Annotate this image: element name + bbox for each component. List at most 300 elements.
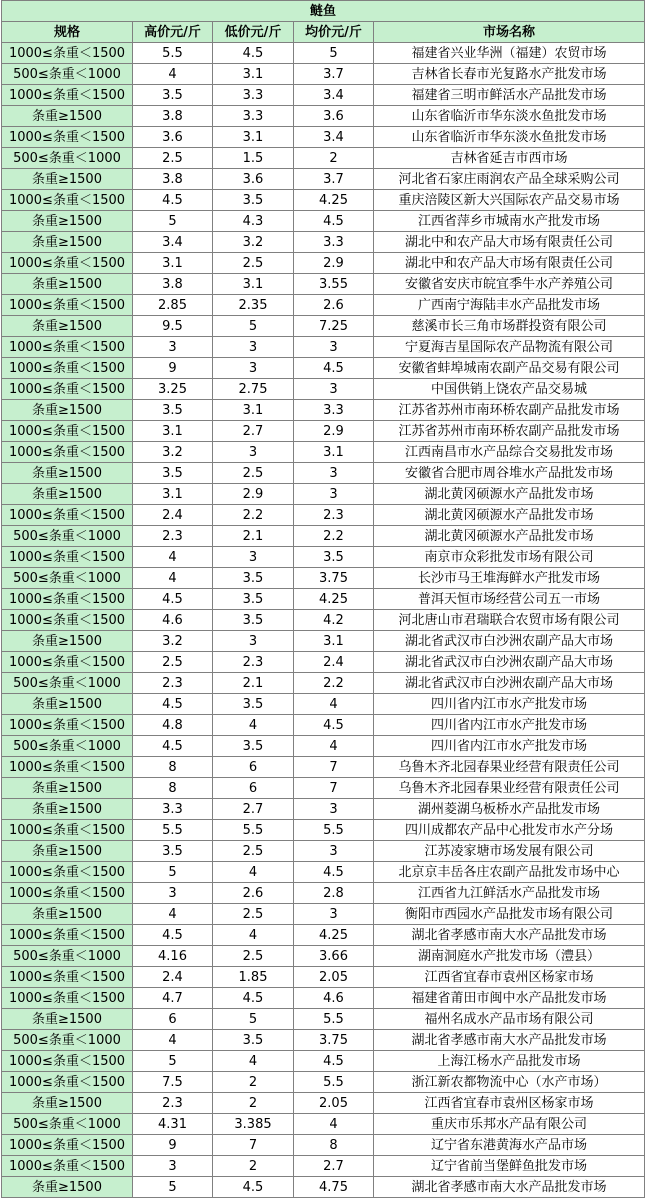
low-price-cell: 3.2 [213,232,294,253]
low-price-cell: 1.5 [213,148,294,169]
spec-cell: 1000≤条重＜1500 [2,295,133,316]
avg-price-cell: 3.1 [294,442,374,463]
market-name-cell: 湖北中和农产品大市场有限责任公司 [374,232,645,253]
market-name-cell: 辽宁省前当堡鲜鱼批发市场 [374,1156,645,1177]
market-name-cell: 慈溪市长三角市场群投资有限公司 [374,316,645,337]
high-price-cell: 4 [133,64,213,85]
table-row [2,946,645,967]
spec-cell: 1000≤条重＜1500 [2,505,133,526]
market-name-cell: 重庆市乐邦水产品有限公司 [374,1114,645,1135]
high-price-cell: 4.6 [133,610,213,631]
high-price-cell: 3.5 [133,400,213,421]
table-row [2,526,645,547]
market-name-cell: 湖北黄冈硕源水产品批发市场 [374,526,645,547]
spec-cell: 条重≥1500 [2,484,133,505]
high-price-cell: 3.1 [133,253,213,274]
low-price-cell: 3 [213,442,294,463]
high-price-cell: 9.5 [133,316,213,337]
market-name-cell: 安徽省合肥市周谷堆水产品批发市场 [374,463,645,484]
high-price-cell: 4.7 [133,988,213,1009]
high-price-cell: 3 [133,1156,213,1177]
avg-price-cell: 3 [294,463,374,484]
spec-cell: 500≤条重＜1000 [2,673,133,694]
table-row [2,169,645,190]
high-price-cell: 3.4 [133,232,213,253]
avg-price-cell: 3.6 [294,106,374,127]
high-price-cell: 4 [133,1030,213,1051]
avg-price-cell: 3 [294,484,374,505]
low-price-cell: 3.1 [213,274,294,295]
header-high-price: 高价元/斤 [133,22,213,43]
market-name-cell: 湖州菱湖乌板桥水产品批发市场 [374,799,645,820]
table-row [2,148,645,169]
spec-cell: 条重≥1500 [2,1009,133,1030]
market-name-cell: 安徽省蚌埠城南农副产品交易有限公司 [374,358,645,379]
spec-cell: 条重≥1500 [2,316,133,337]
avg-price-cell: 4.75 [294,1177,374,1198]
market-name-cell: 湖北省孝感市南大水产品批发市场 [374,1030,645,1051]
avg-price-cell: 4.6 [294,988,374,1009]
avg-price-cell: 8 [294,1135,374,1156]
spec-cell: 1000≤条重＜1500 [2,421,133,442]
high-price-cell: 2.5 [133,652,213,673]
market-name-cell: 普洱天恒市场经营公司五一市场 [374,589,645,610]
table-row [2,64,645,85]
low-price-cell: 4.5 [213,988,294,1009]
market-name-cell: 福州名成水产品市场有限公司 [374,1009,645,1030]
market-name-cell: 湖北省孝感市南大水产品批发市场 [374,925,645,946]
table-row [2,421,645,442]
low-price-cell: 6 [213,757,294,778]
low-price-cell: 3 [213,337,294,358]
low-price-cell: 3.1 [213,400,294,421]
market-name-cell: 乌鲁木齐北园春果业经营有限责任公司 [374,778,645,799]
table-row [2,904,645,925]
table-row [2,883,645,904]
high-price-cell: 2.3 [133,526,213,547]
avg-price-cell: 3 [294,799,374,820]
market-name-cell: 浙江新农都物流中心（水产市场） [374,1072,645,1093]
avg-price-cell: 2.2 [294,673,374,694]
table-row [2,1177,645,1198]
high-price-cell: 2.4 [133,505,213,526]
avg-price-cell: 2.9 [294,253,374,274]
avg-price-cell: 5.5 [294,820,374,841]
low-price-cell: 5.5 [213,820,294,841]
spec-cell: 1000≤条重＜1500 [2,757,133,778]
market-name-cell: 福建省三明市鲜活水产品批发市场 [374,85,645,106]
avg-price-cell: 2.9 [294,421,374,442]
market-name-cell: 四川省内江市水产批发市场 [374,736,645,757]
high-price-cell: 2.85 [133,295,213,316]
spec-cell: 1000≤条重＜1500 [2,337,133,358]
high-price-cell: 3.3 [133,799,213,820]
low-price-cell: 3.5 [213,190,294,211]
low-price-cell: 4 [213,715,294,736]
avg-price-cell: 7 [294,778,374,799]
price-table [1,0,645,1198]
high-price-cell: 3.2 [133,442,213,463]
high-price-cell: 4.5 [133,925,213,946]
market-name-cell: 湖南洞庭水产批发市场（澧县） [374,946,645,967]
table-row [2,820,645,841]
table-row [2,715,645,736]
avg-price-cell: 4.5 [294,1051,374,1072]
market-name-cell: 福建省莆田市闽中水产品批发市场 [374,988,645,1009]
avg-price-cell: 4 [294,736,374,757]
spec-cell: 500≤条重＜1000 [2,946,133,967]
avg-price-cell: 4.5 [294,862,374,883]
market-name-cell: 湖北中和农产品大市场有限责任公司 [374,253,645,274]
table-row [2,925,645,946]
spec-cell: 500≤条重＜1000 [2,1114,133,1135]
table-row [2,127,645,148]
spec-cell: 条重≥1500 [2,274,133,295]
market-name-cell: 四川省内江市水产批发市场 [374,715,645,736]
table-row [2,673,645,694]
market-name-cell: 福建省兴业华洲（福建）农贸市场 [374,43,645,64]
market-name-cell: 辽宁省东港黄海水产品市场 [374,1135,645,1156]
high-price-cell: 2.5 [133,148,213,169]
avg-price-cell: 5.5 [294,1072,374,1093]
low-price-cell: 2.75 [213,379,294,400]
table-row [2,694,645,715]
low-price-cell: 2.1 [213,673,294,694]
low-price-cell: 2.5 [213,841,294,862]
high-price-cell: 3 [133,337,213,358]
spec-cell: 条重≥1500 [2,106,133,127]
table-row [2,484,645,505]
low-price-cell: 3.5 [213,568,294,589]
high-price-cell: 4.8 [133,715,213,736]
low-price-cell: 4.5 [213,43,294,64]
avg-price-cell: 2.6 [294,295,374,316]
avg-price-cell: 3.3 [294,400,374,421]
low-price-cell: 3 [213,547,294,568]
table-row [2,1093,645,1114]
spec-cell: 条重≥1500 [2,1093,133,1114]
low-price-cell: 2.5 [213,463,294,484]
high-price-cell: 4 [133,904,213,925]
market-name-cell: 安徽省安庆市皖宜季牛水产养殖公司 [374,274,645,295]
low-price-cell: 7 [213,1135,294,1156]
low-price-cell: 3.3 [213,85,294,106]
table-row [2,1051,645,1072]
high-price-cell: 4 [133,568,213,589]
high-price-cell: 3 [133,883,213,904]
low-price-cell: 4 [213,862,294,883]
avg-price-cell: 4.25 [294,190,374,211]
title-row [2,1,645,22]
market-name-cell: 长沙市马王堆海鲜水产批发市场 [374,568,645,589]
avg-price-cell: 7.25 [294,316,374,337]
market-name-cell: 山东省临沂市华东淡水鱼批发市场 [374,127,645,148]
spec-cell: 1000≤条重＜1500 [2,715,133,736]
table-row [2,211,645,232]
table-row [2,43,645,64]
table-row [2,295,645,316]
high-price-cell: 3.5 [133,463,213,484]
spec-cell: 1000≤条重＜1500 [2,988,133,1009]
market-name-cell: 江西南昌市水产品综合交易批发市场 [374,442,645,463]
spec-cell: 1000≤条重＜1500 [2,442,133,463]
avg-price-cell: 3 [294,904,374,925]
market-name-cell: 江苏省苏州市南环桥农副产品批发市场 [374,421,645,442]
market-name-cell: 乌鲁木齐北园春果业经营有限责任公司 [374,757,645,778]
high-price-cell: 9 [133,1135,213,1156]
table-body [2,43,645,1198]
table-row [2,736,645,757]
table-row [2,652,645,673]
table-row [2,1009,645,1030]
table-row [2,316,645,337]
high-price-cell: 5 [133,211,213,232]
high-price-cell: 4.16 [133,946,213,967]
table-row [2,568,645,589]
spec-cell: 1000≤条重＜1500 [2,190,133,211]
table-row [2,631,645,652]
low-price-cell: 2.7 [213,799,294,820]
market-name-cell: 湖北省孝感市南大水产品批发市场 [374,1177,645,1198]
avg-price-cell: 3.55 [294,274,374,295]
high-price-cell: 7.5 [133,1072,213,1093]
spec-cell: 500≤条重＜1000 [2,1030,133,1051]
low-price-cell: 2 [213,1072,294,1093]
avg-price-cell: 3 [294,841,374,862]
spec-cell: 条重≥1500 [2,841,133,862]
avg-price-cell: 3.4 [294,85,374,106]
spec-cell: 1000≤条重＜1500 [2,85,133,106]
table-row [2,967,645,988]
spec-cell: 500≤条重＜1000 [2,568,133,589]
low-price-cell: 3.1 [213,64,294,85]
table-row [2,841,645,862]
high-price-cell: 2.3 [133,1093,213,1114]
avg-price-cell: 5.5 [294,1009,374,1030]
market-name-cell: 宁夏海吉星国际农产品物流有限公司 [374,337,645,358]
avg-price-cell: 4.5 [294,358,374,379]
spec-cell: 1000≤条重＜1500 [2,1156,133,1177]
market-name-cell: 河北省石家庄雨润农产品全球采购公司 [374,169,645,190]
avg-price-cell: 2.4 [294,652,374,673]
spec-cell: 条重≥1500 [2,694,133,715]
avg-price-cell: 5 [294,43,374,64]
market-name-cell: 河北唐山市君瑞联合农贸市场有限公司 [374,610,645,631]
market-name-cell: 江西省九江鲜活水产品批发市场 [374,883,645,904]
low-price-cell: 5 [213,1009,294,1030]
market-name-cell: 吉林省长春市光复路水产批发市场 [374,64,645,85]
table-row [2,1135,645,1156]
avg-price-cell: 3.3 [294,232,374,253]
spec-cell: 条重≥1500 [2,904,133,925]
avg-price-cell: 3.7 [294,169,374,190]
table-row [2,589,645,610]
spec-cell: 条重≥1500 [2,778,133,799]
high-price-cell: 3.8 [133,274,213,295]
table-row [2,358,645,379]
table-row [2,274,645,295]
spec-cell: 条重≥1500 [2,232,133,253]
spec-cell: 1000≤条重＜1500 [2,883,133,904]
table-row [2,610,645,631]
avg-price-cell: 4.25 [294,925,374,946]
high-price-cell: 4.5 [133,589,213,610]
avg-price-cell: 3 [294,379,374,400]
spec-cell: 1000≤条重＜1500 [2,610,133,631]
low-price-cell: 2.6 [213,883,294,904]
high-price-cell: 9 [133,358,213,379]
avg-price-cell: 3 [294,337,374,358]
high-price-cell: 5.5 [133,820,213,841]
avg-price-cell: 3.5 [294,547,374,568]
low-price-cell: 6 [213,778,294,799]
header-market-name: 市场名称 [374,22,645,43]
low-price-cell: 3 [213,358,294,379]
low-price-cell: 2.1 [213,526,294,547]
low-price-cell: 2 [213,1156,294,1177]
low-price-cell: 2.2 [213,505,294,526]
table-row [2,190,645,211]
high-price-cell: 3.25 [133,379,213,400]
spec-cell: 1000≤条重＜1500 [2,547,133,568]
low-price-cell: 3.5 [213,610,294,631]
market-name-cell: 广西南宁海陆丰水产品批发市场 [374,295,645,316]
low-price-cell: 3.385 [213,1114,294,1135]
spec-cell: 1000≤条重＜1500 [2,1051,133,1072]
low-price-cell: 2.5 [213,946,294,967]
avg-price-cell: 4 [294,1114,374,1135]
avg-price-cell: 7 [294,757,374,778]
high-price-cell: 4.5 [133,694,213,715]
market-name-cell: 四川成都农产品中心批发市水产分场 [374,820,645,841]
low-price-cell: 3.5 [213,589,294,610]
low-price-cell: 2.5 [213,253,294,274]
avg-price-cell: 4.5 [294,715,374,736]
avg-price-cell: 2.05 [294,967,374,988]
spec-cell: 1000≤条重＜1500 [2,925,133,946]
market-name-cell: 中国供销上饶农产品交易城 [374,379,645,400]
high-price-cell: 4.5 [133,736,213,757]
high-price-cell: 3.1 [133,421,213,442]
high-price-cell: 5 [133,1051,213,1072]
spec-cell: 条重≥1500 [2,799,133,820]
table-row [2,547,645,568]
low-price-cell: 2.9 [213,484,294,505]
spec-cell: 1000≤条重＜1500 [2,358,133,379]
low-price-cell: 2 [213,1093,294,1114]
table-row [2,1114,645,1135]
low-price-cell: 3.5 [213,736,294,757]
table-row [2,1072,645,1093]
table-row [2,85,645,106]
table-row [2,379,645,400]
market-name-cell: 湖北黄冈硕源水产品批发市场 [374,484,645,505]
spec-cell: 条重≥1500 [2,211,133,232]
high-price-cell: 3.1 [133,484,213,505]
avg-price-cell: 2 [294,148,374,169]
avg-price-cell: 3.7 [294,64,374,85]
market-name-cell: 山东省临沂市华东淡水鱼批发市场 [374,106,645,127]
spec-cell: 1000≤条重＜1500 [2,1135,133,1156]
high-price-cell: 3.5 [133,841,213,862]
avg-price-cell: 2.8 [294,883,374,904]
high-price-cell: 5 [133,862,213,883]
table-row [2,757,645,778]
spec-cell: 条重≥1500 [2,463,133,484]
high-price-cell: 2.3 [133,673,213,694]
high-price-cell: 3.5 [133,85,213,106]
market-name-cell: 江西省宜春市袁州区杨家市场 [374,1093,645,1114]
low-price-cell: 4 [213,925,294,946]
market-name-cell: 江苏凌家塘市场发展有限公司 [374,841,645,862]
spec-cell: 条重≥1500 [2,1177,133,1198]
low-price-cell: 5 [213,316,294,337]
spec-cell: 500≤条重＜1000 [2,526,133,547]
high-price-cell: 3.8 [133,106,213,127]
avg-price-cell: 2.2 [294,526,374,547]
high-price-cell: 5 [133,1177,213,1198]
market-name-cell: 北京京丰岳各庄农副产品批发市场中心 [374,862,645,883]
high-price-cell: 5.5 [133,43,213,64]
spec-cell: 1000≤条重＜1500 [2,253,133,274]
high-price-cell: 4 [133,547,213,568]
spec-cell: 500≤条重＜1000 [2,736,133,757]
spec-cell: 条重≥1500 [2,631,133,652]
avg-price-cell: 2.7 [294,1156,374,1177]
high-price-cell: 8 [133,757,213,778]
market-name-cell: 南京市众彩批发市场有限公司 [374,547,645,568]
spec-cell: 1000≤条重＜1500 [2,589,133,610]
high-price-cell: 6 [133,1009,213,1030]
spec-cell: 1000≤条重＜1500 [2,862,133,883]
header-low-price: 低价元/斤 [213,22,294,43]
market-name-cell: 湖北黄冈硕源水产品批发市场 [374,505,645,526]
table-row [2,1156,645,1177]
table-row [2,505,645,526]
spec-cell: 条重≥1500 [2,169,133,190]
avg-price-cell: 3.75 [294,1030,374,1051]
table-row [2,862,645,883]
table-row [2,1030,645,1051]
table-row [2,106,645,127]
low-price-cell: 2.3 [213,652,294,673]
table-row [2,799,645,820]
market-name-cell: 四川省内江市水产批发市场 [374,694,645,715]
table-row [2,988,645,1009]
low-price-cell: 4 [213,1051,294,1072]
low-price-cell: 2.35 [213,295,294,316]
low-price-cell: 3.3 [213,106,294,127]
high-price-cell: 8 [133,778,213,799]
high-price-cell: 3.6 [133,127,213,148]
high-price-cell: 4.31 [133,1114,213,1135]
table-row [2,463,645,484]
header-avg-price: 均价元/斤 [294,22,374,43]
low-price-cell: 4.5 [213,1177,294,1198]
market-name-cell: 重庆涪陵区新大兴国际农产品交易市场 [374,190,645,211]
spec-cell: 1000≤条重＜1500 [2,967,133,988]
low-price-cell: 3.1 [213,127,294,148]
market-name-cell: 江西省萍乡市城南水产批发市场 [374,211,645,232]
avg-price-cell: 3.4 [294,127,374,148]
table-row [2,232,645,253]
low-price-cell: 4.3 [213,211,294,232]
spec-cell: 500≤条重＜1000 [2,148,133,169]
table-row [2,442,645,463]
market-name-cell: 江西省宜春市袁州区杨家市场 [374,967,645,988]
avg-price-cell: 4.25 [294,589,374,610]
low-price-cell: 2.5 [213,904,294,925]
